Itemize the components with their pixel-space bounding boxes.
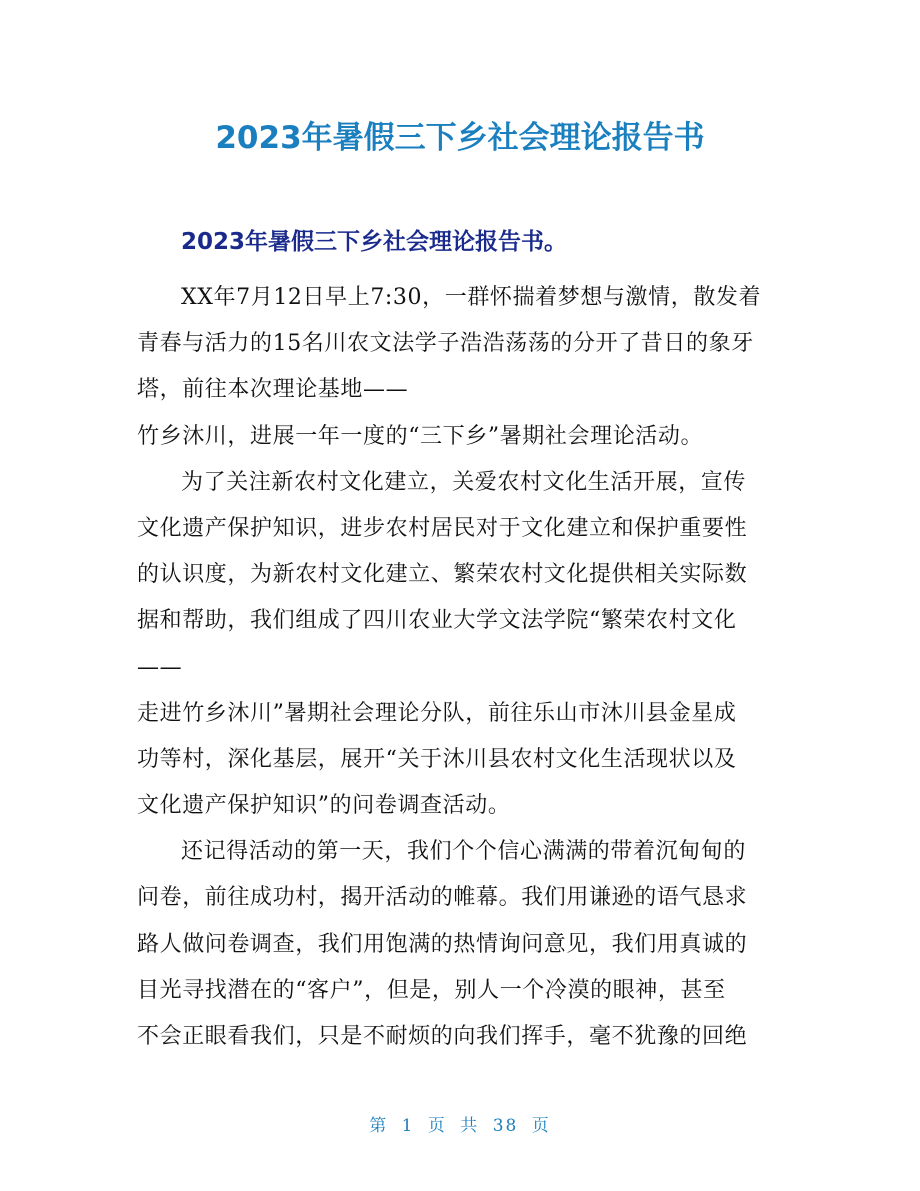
- body-line: 问卷，前往成功村，揭开活动的帷幕。我们用谦逊的语气恳求: [137, 885, 748, 911]
- body-line: 功等村，深化基层，展开“关于沐川县农村文化生活现状以及: [137, 746, 737, 772]
- body-line: XX年7月12日早上7:30，一群怀揣着梦想与激情，散发着: [181, 285, 762, 310]
- body-line: 青春与活力的15名川农文法学子浩浩荡荡的分开了昔日的象牙: [137, 331, 754, 357]
- footer-label-unit2: 页: [531, 1116, 551, 1136]
- body-line: 目光寻找潜在的“客户”，但是，别人一个冷漠的眼神，甚至: [137, 977, 726, 1003]
- footer-total-pages: 38: [492, 1116, 519, 1136]
- footer-label-page: 第: [369, 1116, 389, 1136]
- body-line: 据和帮助，我们组成了四川农业大学文法学院“繁荣农村文化: [137, 608, 737, 634]
- document-title: 2023年暑假三下乡社会理论报告书: [215, 120, 705, 156]
- body-line: 文化遗产保护知识”的问卷调查活动。: [137, 793, 511, 819]
- footer-label-total: 共: [460, 1116, 480, 1136]
- page-footer: [0, 1114, 920, 1138]
- body-line: 走进竹乡沐川”暑期社会理论分队，前往乐山市沐川县金星成: [137, 700, 737, 726]
- document-subtitle: 2023年暑假三下乡社会理论报告书。: [181, 229, 568, 255]
- document-body: [137, 275, 787, 1060]
- body-line: 还记得活动的第一天，我们个个信心满满的带着沉甸甸的: [181, 839, 747, 865]
- body-line: 为了关注新农村文化建立，关爱农村文化生活开展，宣传: [181, 469, 747, 495]
- body-line: ——: [137, 654, 183, 680]
- footer-current-page: 1: [401, 1116, 415, 1136]
- body-line: 的认识度，为新农村文化建立、繁荣农村文化提供相关实际数: [137, 562, 748, 588]
- body-line: 文化遗产保护知识，进步农村居民对于文化建立和保护重要性: [137, 515, 748, 541]
- body-line: 不会正眼看我们，只是不耐烦的向我们挥手，毫不犹豫的回绝: [137, 1024, 748, 1049]
- body-line: 路人做问卷调查，我们用饱满的热情询问意见，我们用真诚的: [137, 931, 748, 957]
- footer-label-unit: 页: [427, 1116, 447, 1136]
- body-line: 塔，前往本次理论基地——: [137, 377, 409, 403]
- body-line: 竹乡沐川，进展一年一度的“三下乡”暑期社会理论活动。: [137, 423, 704, 449]
